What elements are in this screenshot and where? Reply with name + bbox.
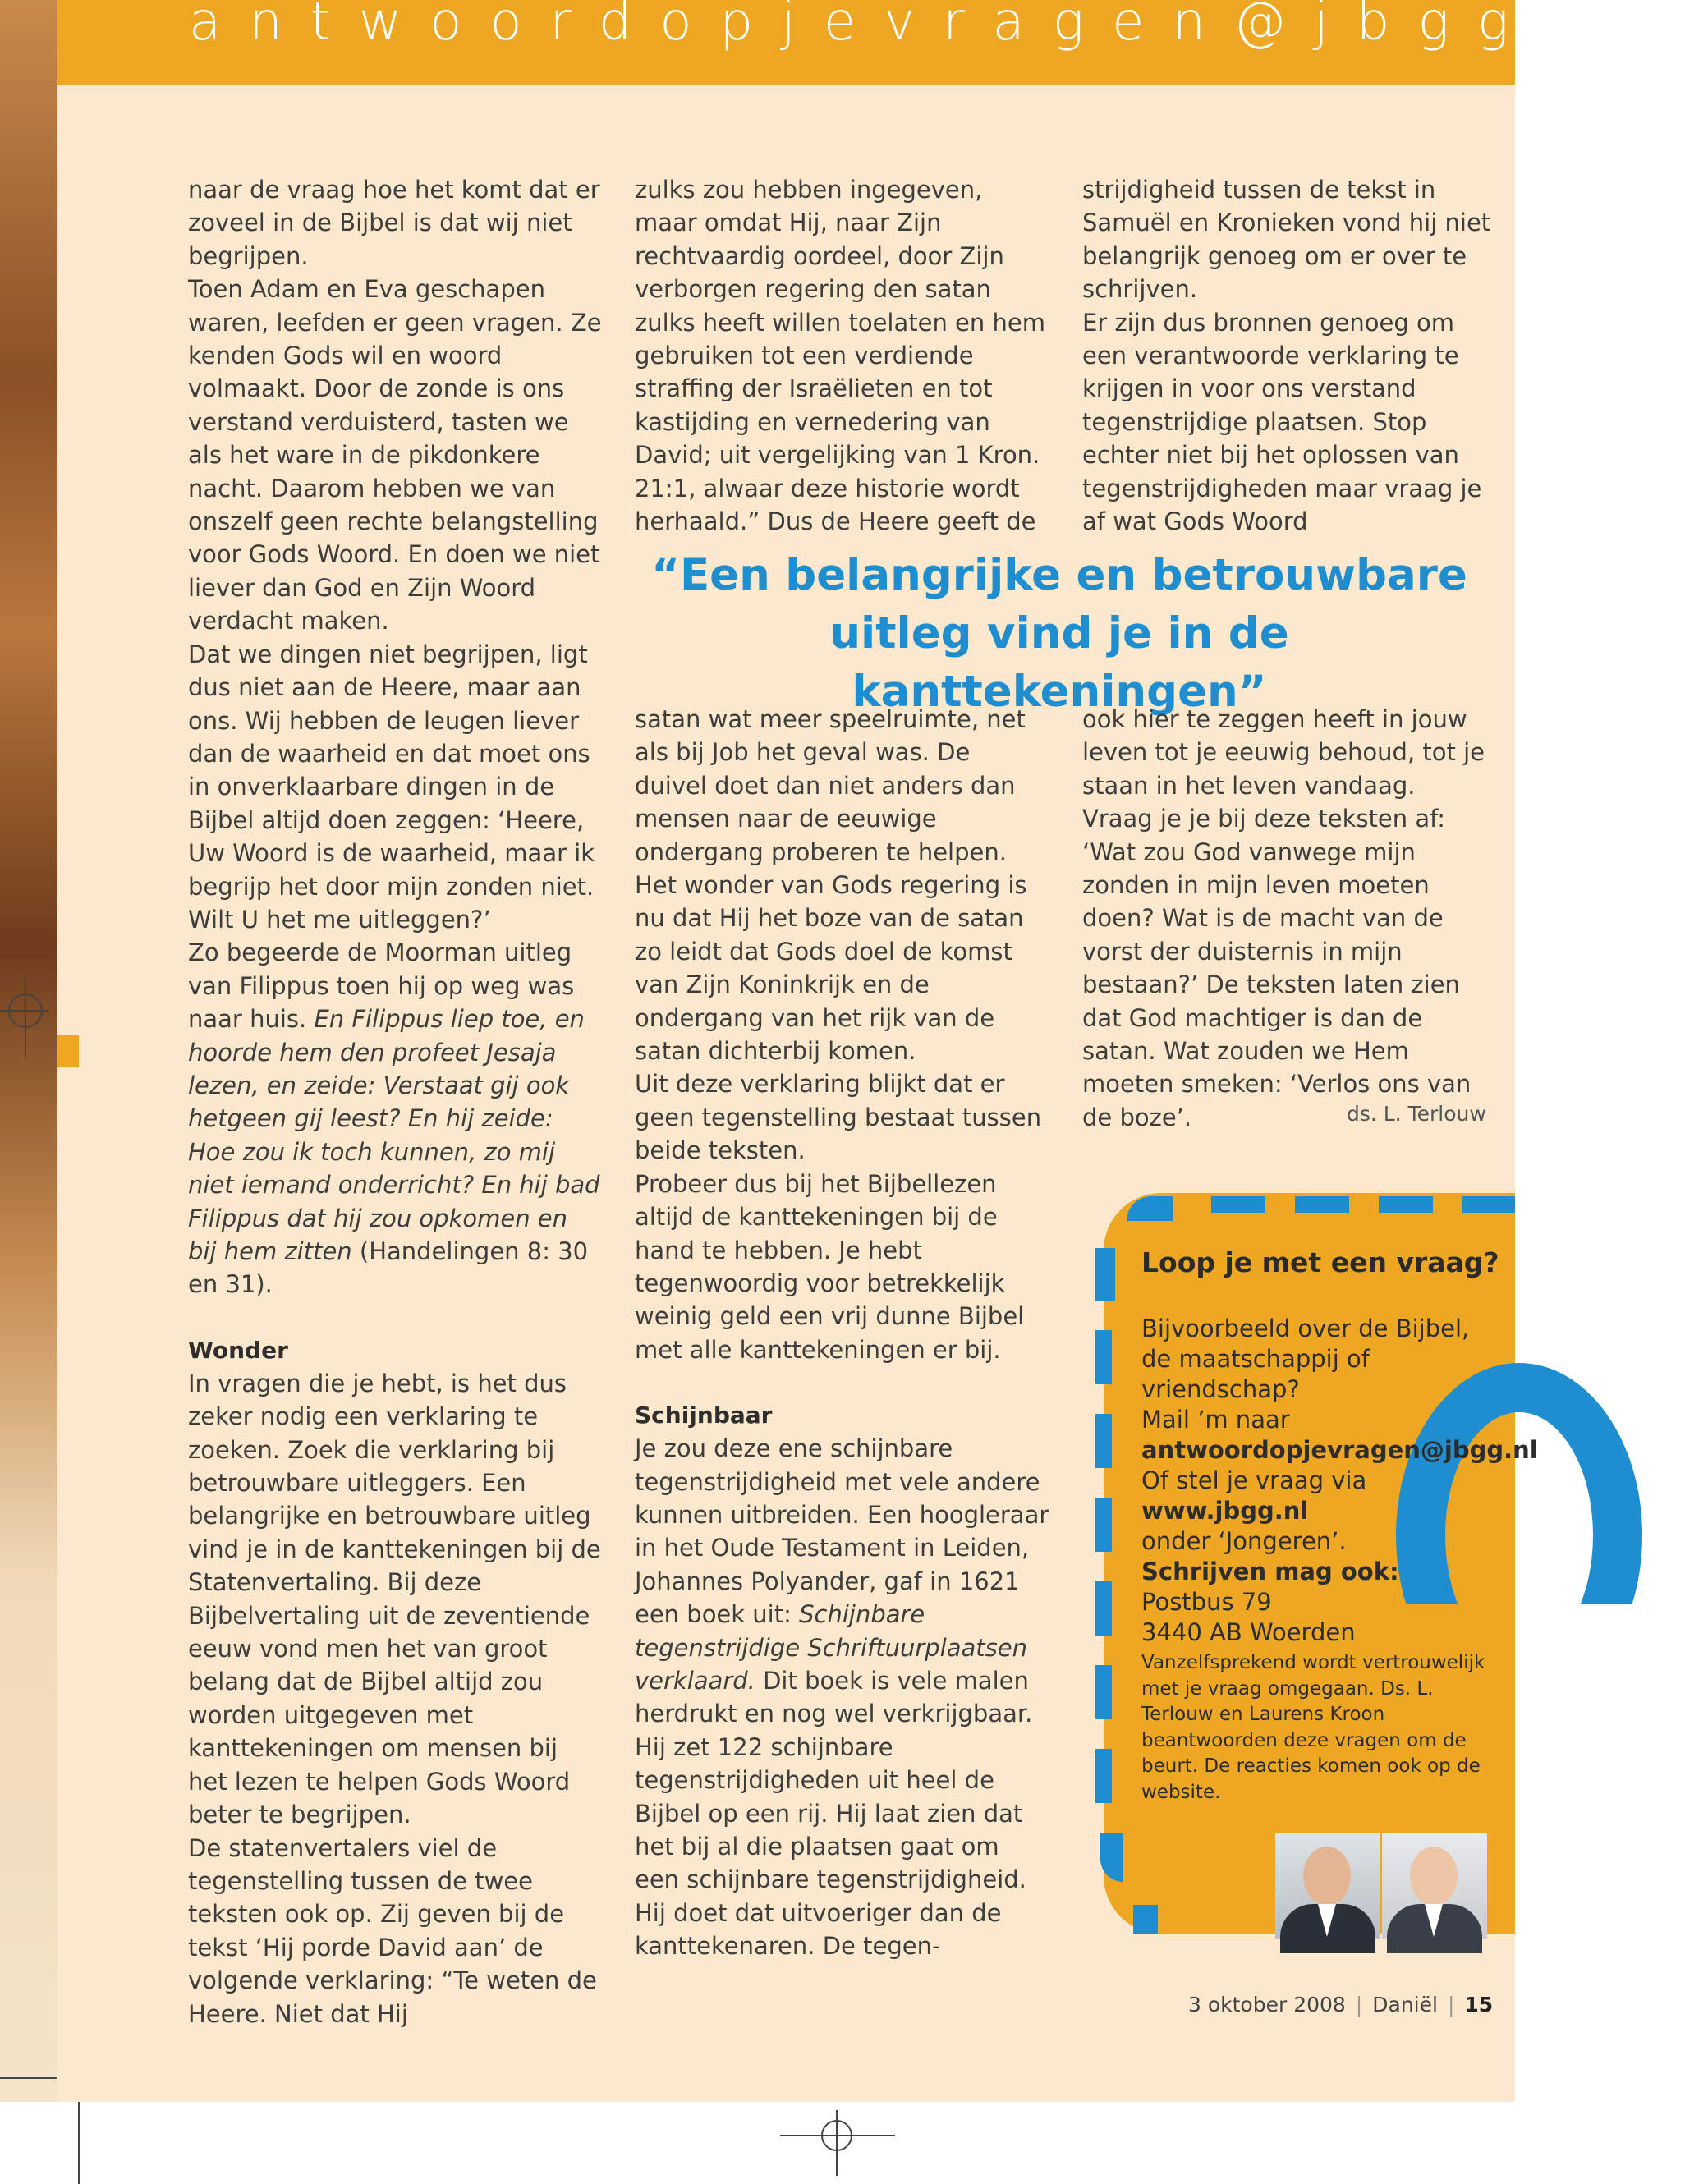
left-photo-strip — [0, 0, 57, 2102]
photo-terlouw — [1275, 1833, 1380, 1939]
question-box-title: Loop je met een vraag? — [1141, 1246, 1499, 1278]
paragraph: In vragen die je hebt, is het dus zeker nodig een verklaring te zoeken. Zoek die verklaring bij betrouwbare uitleggers. Een belangrijke en betrouwbare uitleg vind je in de kanttekeningen bij de Statenvertaling. Bij deze Bijbelvertaling uit de zeventiende eeuw vond men het van groot belang dat de Bijbel altijd zou worden uitgegeven met kanttekeningen om mensen bij het lezen te helpen Gods Woord beter te begrijpen. — [188, 1369, 601, 1829]
magazine-name: Daniël — [1372, 1993, 1438, 2017]
article-column-1 — [188, 173, 603, 2030]
article-column-2-top — [635, 173, 1049, 538]
box-border-dash — [1211, 1196, 1265, 1213]
paragraph: ook hier te zeggen heeft in jouw leven tot je eeuwig behoud, tot je staan in het leven vandaag. — [1082, 705, 1485, 800]
paragraph: Zo begeerde de Moorman uitleg van Filippus toen hij op weg was naar huis. En Filippus liep toe, en hoorde hem den profeet Jesaja lezen, en zeide: Verstaat gij ook hetgeen gij leest? En hij zeide: Hoe zou ik toch kunnen, zo mij niet iemand onderricht? En hij bad Filippus dat hij zou opkomen en bij hem zitten (Handelingen 8: 30 en 31). — [188, 938, 600, 1299]
website-link[interactable]: www.jbgg.nl — [1141, 1497, 1309, 1525]
paragraph: Er zijn dus bronnen genoeg om een verantwoorde verklaring te krijgen in voor ons verstand tegenstrijdige plaatsen. Stop echter niet bij het oplossen van tegenstrijdigheden maar vraag je af wat Gods Woord — [1082, 308, 1482, 536]
box-border-dash — [1095, 1248, 1115, 1301]
box-border-dash — [1095, 1414, 1112, 1468]
paragraph: Uit deze verklaring blijkt dat er geen tegenstelling bestaat tussen beide teksten. — [635, 1070, 1042, 1165]
paragraph: Vraag je je bij deze teksten af: ‘Wat zou God vanwege mijn zonden in mijn leven moeten doen? Wat is de macht van de vorst der duisternis in mijn bestaan?’ De teksten laten zien dat God machtiger is dan de satan. Wat zouden we Hem moeten smeken: ‘Verlos ons van de boze’. — [1082, 805, 1472, 1131]
paragraph: Je zou deze ene schijnbare tegenstrijdigheid met vele andere kunnen uitbreiden. Een hoogleraar in het Oude Testament in Leiden, Johannes Polyander, gaf in 1621 een boek uit: Schijnbare tegenstrijdige Schriftuurplaatsen verklaard. Dit boek is vele malen herdrukt en nog wel verkrijgbaar. — [635, 1434, 1049, 1728]
photo-kroon — [1382, 1833, 1487, 1939]
box-border-dash — [1462, 1196, 1515, 1213]
paragraph: naar de vraag hoe het komt dat er zoveel in de Bijbel is dat wij niet begrijpen. — [188, 176, 600, 270]
box-border-dash — [1095, 1498, 1112, 1552]
pull-quote — [649, 546, 1470, 721]
paragraph: strijdigheid tussen de tekst in Samuël en Kronieken vond hij niet belangrijk genoeg om er over te schrijven. — [1082, 176, 1491, 304]
paragraph: Toen Adam en Eva geschapen waren, leefden er geen vragen. Ze kenden Gods wil en woord volmaakt. Door de zonde is ons verstand verduisterd, tasten we als het ware in de pikdonkere nacht. Daarom hebben we van onszelf geen rechte belangstelling voor Gods Woord. En doen we niet liever dan God en Zijn Woord verdacht maken. — [188, 275, 602, 635]
pull-quote-line: uitleg vind je in de kanttekeningen” — [829, 608, 1289, 717]
author-signature: ds. L. Terlouw — [1347, 1102, 1486, 1126]
question-box-body: Bijvoorbeeld over de Bijbel, de maatschappij of vriendschap? Mail ’m naar antwoordopjevragen@jbgg.nl Of stel je vraag via www.jbgg.nl onder ‘Jongeren’. Schrijven mag ook: Postbus 79 3440 AB Woerden — [1141, 1315, 1538, 1646]
pull-quote-line: “Een belangrijke en betrouwbare — [651, 550, 1467, 600]
page-number: 15 — [1464, 1993, 1494, 2017]
address-line: Postbus 79 — [1141, 1588, 1272, 1616]
address-line: 3440 AB Woerden — [1141, 1618, 1356, 1646]
book-title: Schijnbare tegenstrijdige Schriftuurplaatsen verklaard. — [635, 1600, 1027, 1695]
box-border-dash — [1095, 1749, 1112, 1803]
box-border-dash — [1295, 1196, 1349, 1213]
scripture-quote: En Filippus liep toe, en hoorde hem den profeet Jesaja lezen, en zeide: Verstaat gij ook hetgeen gij leest? En hij zeide: Hoe zou ik toch kunnen, zo mij niet iemand onderricht? En hij bad Filippus dat hij zou opkomen en bij hem zitten — [188, 1005, 600, 1265]
box-border-dash — [1095, 1581, 1112, 1636]
paragraph: zulks zou hebben ingegeven, maar omdat Hij, naar Zijn rechtvaardig oordeel, door Zijn verborgen regering den satan zulks heeft willen toelaten en hem gebruiken tot een verdiende straffing der Israëlieten en tot kastijding en vernedering van David; uit vergelijking van 1 Kron. 21:1, alwaar deze historie wordt herhaald.” Dus de Heere geeft de — [635, 176, 1045, 536]
article-column-2-bottom — [635, 703, 1049, 1963]
box-border-dash — [1133, 1905, 1158, 1934]
margin-marker — [57, 1035, 79, 1067]
box-border-dash — [1095, 1665, 1112, 1719]
header-bar — [57, 0, 1685, 85]
issue-date: 3 oktober 2008 — [1188, 1993, 1346, 2017]
article-column-3-bottom — [1082, 703, 1497, 1134]
paragraph: Hij zet 122 schijnbare tegenstrijdigheden uit heel de Bijbel op een rij. Hij laat zien dat het bij al die plaatsen gaat om een schijnbare tegenstrijdigheid. Hij doet dat uitvoeriger dan de kanttekenaren. De tegen- — [635, 1732, 1026, 1961]
contact-email-link[interactable]: antwoordopjevragen@jbgg.nl — [1141, 1436, 1538, 1464]
header-email[interactable]: antwoordopjevragen@jbgg.nl — [189, 0, 1685, 53]
question-box-note: Vanzelfsprekend wordt vertrouwelijk met je vraag omgegaan. Ds. L. Terlouw en Laurens Kroon beantwoorden deze vragen om de beurt. De reacties komen ook op de website. — [1141, 1652, 1485, 1803]
article-column-3-top — [1082, 173, 1497, 538]
box-border-dash — [1095, 1330, 1112, 1384]
paragraph: Dat we dingen niet begrijpen, ligt dus niet aan de Heere, maar aan ons. Wij hebben de leugen liever dan de waarheid en dat moet ons in onverklaarbare dingen in de Bijbel altijd doen zeggen: ‘Heere, Uw Woord is de waarheid, maar ik begrijp het door mijn zonden niet. Wilt U het me uitleggen?’ — [188, 640, 595, 934]
section-heading-schijnbaar: Schijnbaar — [635, 1402, 773, 1429]
page-footer: 3 oktober 2008 | Daniël | 15 — [1188, 1993, 1494, 2017]
paragraph: Het wonder van Gods regering is nu dat Hij het boze van de satan zo leidt dat Gods doel de komst van Zijn Koninkrijk en de ondergang van het rijk van de satan dichterbij komen. — [635, 871, 1027, 1066]
paragraph: De statenvertalers viel de tegenstelling tussen de twee teksten ook op. Zij geven bij de tekst ‘Hij porde David aan’ de volgende verklaring: “Te weten de Heere. Niet dat Hij — [188, 1833, 597, 2028]
paragraph: Probeer dus bij het Bijbellezen altijd de kanttekeningen bij de hand te hebben. Je hebt tegenwoordig voor betrekkelijk weinig geld een vrij dunne Bijbel met alle kanttekeningen er bij. — [635, 1169, 1025, 1364]
box-border-dash — [1379, 1196, 1433, 1213]
paragraph: satan wat meer speelruimte, net als bij Job het geval was. De duivel doet dan niet anders dan mensen naar de eeuwige ondergang proberen te helpen. — [635, 705, 1026, 866]
write-label: Schrijven mag ook: — [1141, 1558, 1399, 1585]
section-heading-wonder: Wonder — [188, 1336, 288, 1364]
